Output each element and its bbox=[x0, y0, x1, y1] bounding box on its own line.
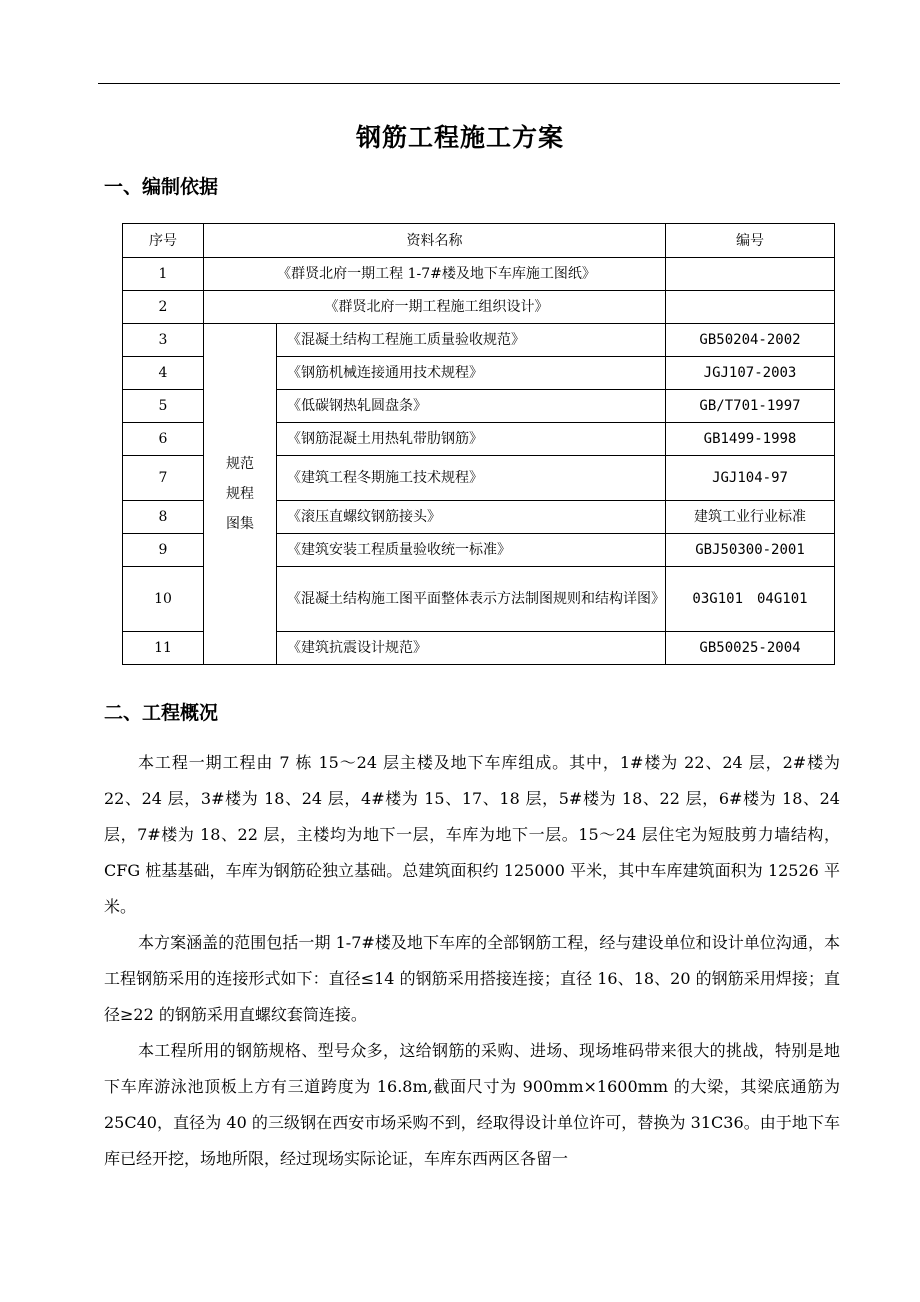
document-title: 钢筋工程施工方案 bbox=[355, 123, 564, 152]
reference-table bbox=[122, 223, 835, 665]
row-name: 《滚压直螺纹钢筋接头》 bbox=[277, 501, 666, 534]
project-overview bbox=[104, 745, 840, 1177]
header-rule bbox=[98, 83, 840, 84]
row-no: 10 bbox=[123, 567, 204, 632]
row-name: 《建筑工程冬期施工技术规程》 bbox=[277, 456, 666, 501]
row-name: 《钢筋混凝土用热轧带肋钢筋》 bbox=[277, 423, 666, 456]
row-name: 《混凝土结构施工图平面整体表示方法制图规则和结构详图》 bbox=[277, 567, 666, 632]
paragraph: 本工程一期工程由 7 栋 15～24 层主楼及地下车库组成。其中，1#楼为 22、24 层，2#楼为 22、24 层，3#楼为 18、24 层，4#楼为 15、17、18 层，5#楼为 18、22 层，6#楼为 18、24 层，7#楼为 18、22 层，主楼均为地下一层，车库为地下一层。15～24 层住宅为短肢剪力墙结构，CFG 桩基基础，车库为钢筋砼独立基础。总建筑面积约 125000 平米，其中车库建筑面积为 12526 平米。 bbox=[104, 753, 840, 916]
row-no: 3 bbox=[123, 324, 204, 357]
row-name: 《群贤北府一期工程施工组织设计》 bbox=[204, 291, 666, 324]
table-row bbox=[123, 258, 835, 291]
row-code: 建筑工业行业标准 bbox=[666, 501, 835, 534]
row-no: 7 bbox=[123, 456, 204, 501]
row-name: 《钢筋机械连接通用技术规程》 bbox=[277, 357, 666, 390]
row-no: 6 bbox=[123, 423, 204, 456]
row-name: 《低碳钢热轧圆盘条》 bbox=[277, 390, 666, 423]
paragraph: 本工程所用的钢筋规格、型号众多，这给钢筋的采购、进场、现场堆码带来很大的挑战，特别是地下车库游泳池顶板上方有三道跨度为 16.8m,截面尺寸为 900mm×1600mm 的大梁，其梁底通筋为 25C40，直径为 40 的三级钢在西安市场采购不到，经取得设计单位许可，替换为 31C36。由于地下车库已经开挖，场地所限，经过现场实际论证，车库东西两区各留一 bbox=[104, 1041, 840, 1168]
row-no: 5 bbox=[123, 390, 204, 423]
section-1-heading: 一、编制依据 bbox=[104, 176, 219, 198]
row-code: GB/T701-1997 bbox=[666, 390, 835, 423]
table-row bbox=[123, 324, 835, 357]
row-code: JGJ107-2003 bbox=[666, 357, 835, 390]
section-2-heading: 二、工程概况 bbox=[104, 702, 219, 724]
row-name: 《建筑安装工程质量验收统一标准》 bbox=[277, 534, 666, 567]
group-label bbox=[204, 324, 277, 665]
row-code bbox=[666, 291, 835, 324]
row-code: GBJ50300-2001 bbox=[666, 534, 835, 567]
row-name: 《建筑抗震设计规范》 bbox=[277, 632, 666, 665]
header-name: 资料名称 bbox=[204, 224, 666, 258]
row-no: 9 bbox=[123, 534, 204, 567]
row-no: 8 bbox=[123, 501, 204, 534]
row-code bbox=[666, 258, 835, 291]
row-code: 03G101 04G101 bbox=[666, 567, 835, 632]
table-row bbox=[123, 291, 835, 324]
row-code: GB1499-1998 bbox=[666, 423, 835, 456]
row-no: 1 bbox=[123, 258, 204, 291]
header-no: 序号 bbox=[123, 224, 204, 258]
row-no: 2 bbox=[123, 291, 204, 324]
group-label-text: 规范 规程 图集 bbox=[226, 456, 254, 532]
row-name: 《群贤北府一期工程 1-7#楼及地下车库施工图纸》 bbox=[204, 258, 666, 291]
row-no: 4 bbox=[123, 357, 204, 390]
paragraph: 本方案涵盖的范围包括一期 1-7#楼及地下车库的全部钢筋工程，经与建设单位和设计单位沟通，本工程钢筋采用的连接形式如下：直径≤14 的钢筋采用搭接连接；直径 16、18、20 的钢筋采用焊接；直径≥22 的钢筋采用直螺纹套筒连接。 bbox=[104, 933, 840, 1024]
table-header-row bbox=[123, 224, 835, 258]
row-no: 11 bbox=[123, 632, 204, 665]
row-code: GB50025-2004 bbox=[666, 632, 835, 665]
row-code: JGJ104-97 bbox=[666, 456, 835, 501]
header-code: 编号 bbox=[666, 224, 835, 258]
row-name: 《混凝土结构工程施工质量验收规范》 bbox=[277, 324, 666, 357]
row-code: GB50204-2002 bbox=[666, 324, 835, 357]
